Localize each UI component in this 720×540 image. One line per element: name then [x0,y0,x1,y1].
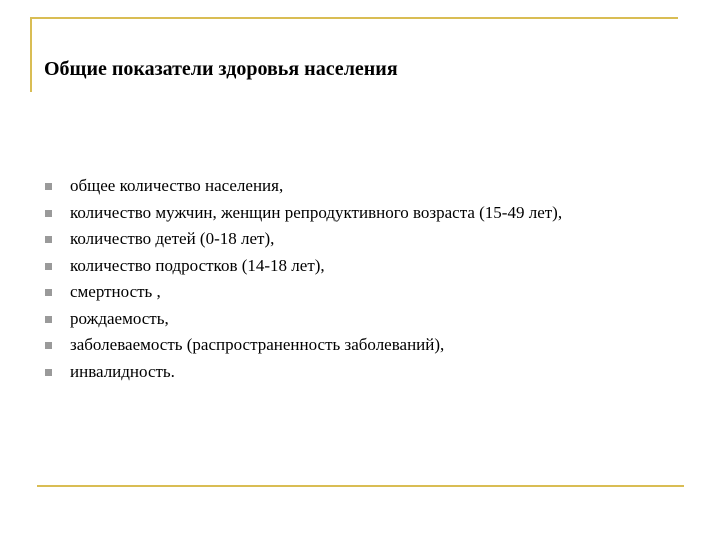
bullet-text: общее количество населения, [70,176,284,195]
bullet-text: заболеваемость (распространенность заболеваний), [70,335,445,354]
bullet-text: смертность , [70,282,161,301]
bottom-rule [37,485,684,487]
bullet-text: количество детей (0-18 лет), [70,229,275,248]
square-bullet-icon [45,342,52,349]
bullet-text: количество подростков (14-18 лет), [70,255,325,275]
bullet-text: количество мужчин, женщин репродуктивного возраста (15-49 лет), [70,202,563,222]
left-rule [30,17,32,92]
top-rule [30,17,678,19]
square-bullet-icon [45,210,52,217]
bullet-text: рождаемость, [70,308,169,328]
square-bullet-icon [45,316,52,323]
slide-title: Общие показатели здоровья населения [44,58,398,80]
square-bullet-icon [45,289,52,296]
square-bullet-icon [45,236,52,243]
square-bullet-icon [45,369,52,376]
bullet-text: инвалидность. [70,361,175,381]
square-bullet-icon [45,183,52,190]
square-bullet-icon [45,263,52,270]
